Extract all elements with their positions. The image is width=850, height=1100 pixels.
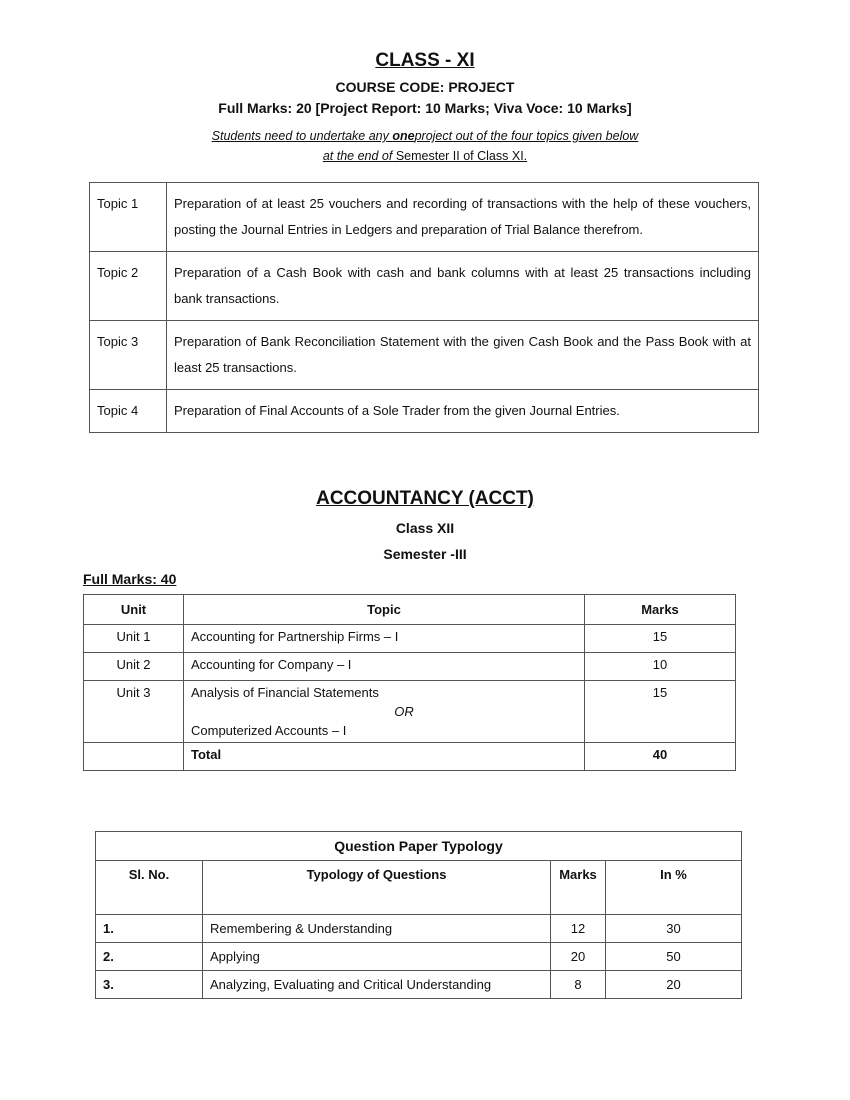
marks-cell: 10 — [585, 653, 736, 681]
table-header-row — [84, 595, 736, 625]
marks-cell: 12 — [551, 915, 606, 943]
table-row — [84, 681, 736, 743]
type-cell: Analyzing, Evaluating and Critical Understanding — [203, 971, 551, 999]
typology-caption: Question Paper Typology — [96, 832, 742, 861]
course-code: COURSE CODE: PROJECT — [335, 79, 515, 95]
note-bold: one — [392, 129, 415, 143]
units-table — [83, 594, 736, 771]
topic-text: Preparation of at least 25 vouchers and recording of transactions with the help of these vouchers, posting the Journal Entries in Ledgers and preparation of Trial Balance therefrom. — [167, 183, 759, 252]
header-marks: Marks — [551, 861, 606, 915]
topic-primary: Analysis of Financial Statements — [191, 685, 379, 700]
header-percent: In % — [606, 861, 742, 915]
table-row — [90, 183, 759, 252]
header-type: Typology of Questions — [203, 861, 551, 915]
type-cell: Applying — [203, 943, 551, 971]
marks-cell: 8 — [551, 971, 606, 999]
table-row — [96, 971, 742, 999]
topic-text: Preparation of a Cash Book with cash and bank columns with at least 25 transactions including bank transactions. — [167, 252, 759, 321]
total-label: Total — [184, 743, 585, 771]
unit-cell-empty — [84, 743, 184, 771]
accountancy-title: ACCOUNTANCY (ACCT) — [316, 488, 534, 509]
sl-cell: 1. — [96, 915, 203, 943]
topic-label: Topic 2 — [90, 252, 167, 321]
table-row — [84, 653, 736, 681]
note-part1: Students need to undertake any — [211, 129, 393, 143]
marks-cell: 15 — [585, 625, 736, 653]
table-caption-row — [96, 832, 742, 861]
note-line2-italic: at the end of — [322, 149, 393, 163]
table-row — [84, 625, 736, 653]
sl-cell: 3. — [96, 971, 203, 999]
unit-cell: Unit 2 — [84, 653, 184, 681]
table-header-row — [96, 861, 742, 915]
accountancy-full-marks: Full Marks: 40 — [83, 571, 177, 587]
topic-label: Topic 4 — [90, 390, 167, 433]
unit-cell: Unit 1 — [84, 625, 184, 653]
unit-cell: Unit 3 — [84, 681, 184, 743]
header-unit: Unit — [84, 595, 184, 625]
full-marks-xi: Full Marks: 20 [Project Report: 10 Marks; Viva Voce: 10 Marks] — [218, 100, 632, 116]
table-row — [90, 252, 759, 321]
page-title: CLASS - XI — [375, 50, 475, 71]
accountancy-semester: Semester -III — [383, 546, 467, 562]
topics-table — [89, 182, 759, 433]
total-marks: 40 — [585, 743, 736, 771]
percent-cell: 20 — [606, 971, 742, 999]
table-row — [96, 915, 742, 943]
marks-cell: 20 — [551, 943, 606, 971]
topic-cell: Accounting for Company – I — [184, 653, 585, 681]
table-total-row — [84, 743, 736, 771]
header-sl: Sl. No. — [96, 861, 203, 915]
topic-label: Topic 1 — [90, 183, 167, 252]
typology-table — [95, 831, 742, 999]
table-row — [90, 321, 759, 390]
header-topic: Topic — [184, 595, 585, 625]
topic-cell — [184, 681, 585, 743]
topic-cell: Accounting for Partnership Firms – I — [184, 625, 585, 653]
note-line2-rest: Semester II of Class XI. — [392, 149, 528, 163]
topic-or: OR — [394, 704, 414, 719]
table-row — [90, 390, 759, 433]
marks-cell: 15 — [585, 681, 736, 743]
topic-text: Preparation of Bank Reconciliation Statement with the given Cash Book and the Pass Book with at least 25 transactions. — [167, 321, 759, 390]
topic-label: Topic 3 — [90, 321, 167, 390]
topic-alt: Computerized Accounts – I — [191, 723, 347, 738]
sl-cell: 2. — [96, 943, 203, 971]
header-marks: Marks — [585, 595, 736, 625]
instruction-note — [0, 126, 850, 166]
percent-cell: 30 — [606, 915, 742, 943]
type-cell: Remembering & Understanding — [203, 915, 551, 943]
table-row — [96, 943, 742, 971]
accountancy-class: Class XII — [395, 520, 455, 536]
topic-text: Preparation of Final Accounts of a Sole Trader from the given Journal Entries. — [167, 390, 759, 433]
percent-cell: 50 — [606, 943, 742, 971]
note-part2: project out of the four topics given below — [414, 129, 639, 143]
